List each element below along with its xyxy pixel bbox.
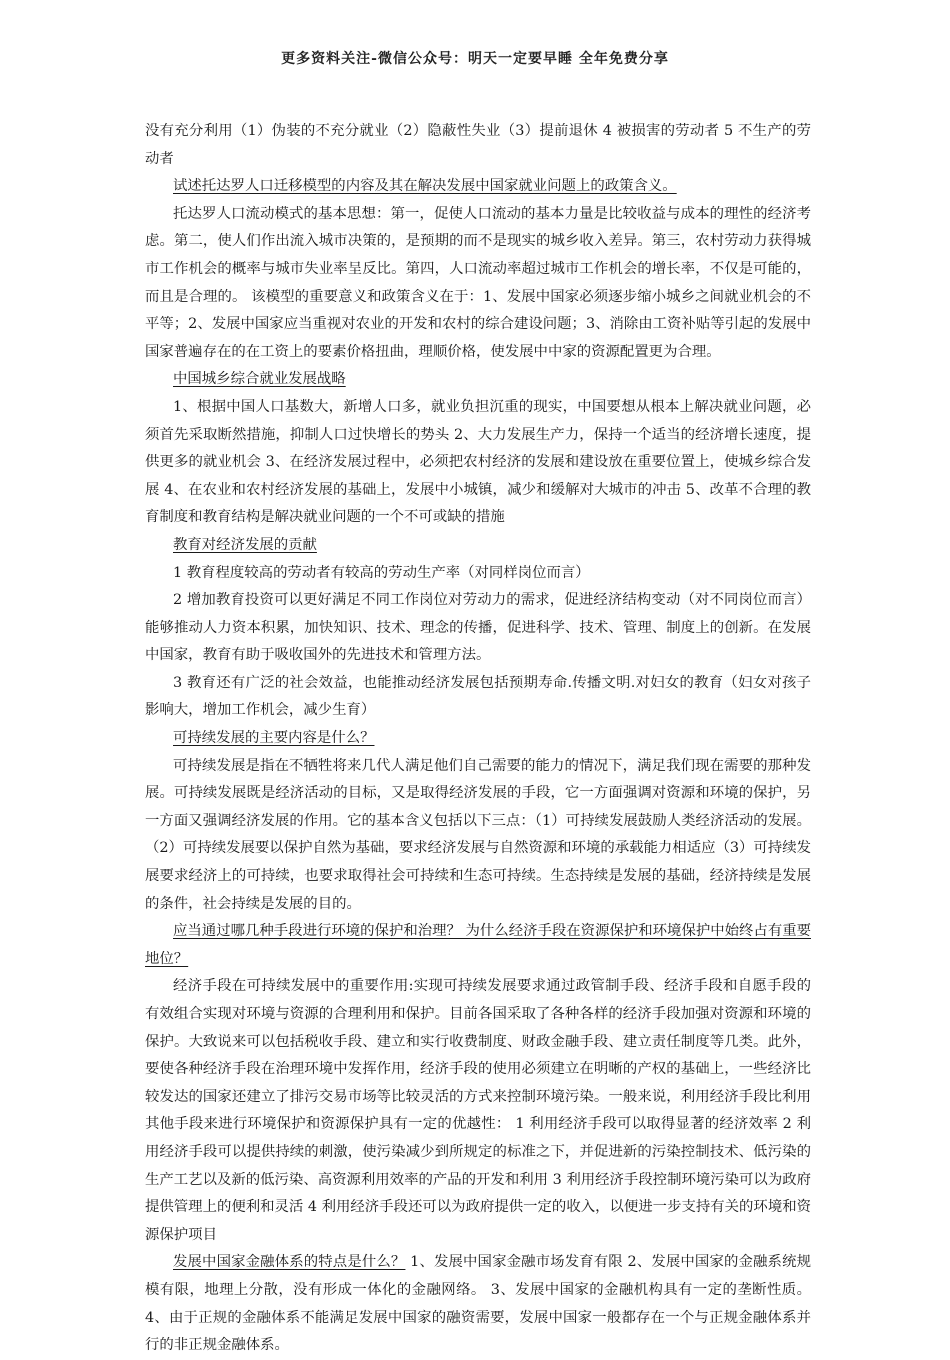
paragraph-with-question	[145, 1249, 811, 1359]
paragraph: 1、根据中国人口基数大，新增人口多，就业负担沉重的现实，中国要想从根本上解决就业问题，必须首先采取断然措施，抑制人口过快增长的势头 2、大力发展生产力，保持一个适当的经济增长速度，提供更多的就业机会 3、在经济发展过程中，必须把农村经济的发展和建设放在重要位置上，使城乡综合发展 4、在农业和农村经济发展的基础上，发展中小城镇，减少和缓解对大城市的冲击 5、改革不合理的教育制度和教育结构是解决就业问题的一个不可或缺的措施	[145, 398, 811, 526]
section-heading: 应当通过哪几种手段进行环境的保护和治理？ 为什么经济手段在资源保护和环境保护中始终占有重要地位？	[145, 923, 811, 967]
section-heading: 教育对经济发展的贡献	[173, 536, 317, 553]
inline-question-heading: 发展中国家金融体系的特点是什么？	[173, 1254, 406, 1271]
document-body	[145, 118, 811, 1360]
paragraph: 2 增加教育投资可以更好满足不同工作岗位对劳动力的需求，促进经济结构变动（对不同岗位而言）能够推动人力资本积累，加快知识、技术、理念的传播，促进科学、技术、管理、制度上的创新。在发展中国家，教育有助于吸收国外的先进技术和管理方法。	[145, 592, 811, 664]
page-header: 更多资料关注-微信公众号：明天一定要早睡 全年免费分享	[281, 51, 669, 67]
paragraph: 经济手段在可持续发展中的重要作用:实现可持续发展要求通过政管制手段、经济手段和自愿手段的有效组合实现对环境与资源的合理利用和保护。目前各国采取了各种各样的经济手段加强对资源和环境的保护。大致说来可以包括税收手段、建立和实行收费制度、财政金融手段、建立责任制度等几类。此外，要使各种经济手段在治理环境中发挥作用，经济手段的使用必须建立在明晰的产权的基础上，一些经济比较发达的国家还建立了排污交易市场等比较灵活的方式来控制环境污染。一般来说，利用经济手段比利用其他手段来进行环境保护和资源保护具有一定的优越性： 1 利用经济手段可以取得显著的经济效率 2 利用经济手段可以提供持续的刺激，使污染减少到所规定的标准之下，并促进新的污染控制技术、低污染的生产工艺以及新的低污染、高资源利用效率的产品的开发和利用 3 利用经济手段控制环境污染可以为政府提供管理上的便利和灵活 4 利用经济手段还可以为政府提供一定的收入，以便进一步支持有关的环境和资源保护项目	[145, 978, 811, 1243]
inline-answer: 1、发展中国家金融市场发育有限 2、发展中国家的金融系统规模有限，地理上分散，没有形成一体化的金融网络。 3、发展中国家的金融机构具有一定的垄断性质。4、由于正规的金融体系不能满足发展中国家的融资需要，发展中国家一般都存在一个与正规金融体系并行的非正规金融体系。	[145, 1254, 811, 1354]
paragraph: 托达罗人口流动模式的基本思想：第一，促使人口流动的基本力量是比较收益与成本的理性的经济考虑。第二，使人们作出流入城市决策的，是预期的而不是现实的城乡收入差异。第三，农村劳动力获得城市工作机会的概率与城市失业率呈反比。第四，人口流动率超过城市工作机会的增长率，不仅是可能的，而且是合理的。 该模型的重要意义和政策含义在于：1、发展中国家必须逐步缩小城乡之间就业机会的不平等；2、发展中国家应当重视对农业的开发和农村的综合建设问题；3、消除由工资补贴等引起的发展中国家普遍存在的在工资上的要素价格扭曲，理顺价格，使发展中中家的资源配置更为合理。	[145, 205, 811, 360]
section-heading: 可持续发展的主要内容是什么？	[173, 730, 375, 747]
paragraph: 可持续发展是指在不牺牲将来几代人满足他们自己需要的能力的情况下，满足我们现在需要的那种发展。可持续发展既是经济活动的目标，又是取得经济发展的手段，它一方面强调对资源和环境的保护，另一方面又强调经济发展的作用。它的基本含义包括以下三点：（1）可持续发展鼓励人类经济活动的发展。（2）可持续发展要以保护自然为基础，要求经济发展与自然资源和环境的承载能力相适应（3）可持续发展要求经济上的可持续，也要求取得社会可持续和生态可持续。生态持续是发展的基础，经济持续是发展的条件，社会持续是发展的目的。	[145, 757, 811, 912]
paragraph: 1 教育程度较高的劳动者有较高的劳动生产率（对同样岗位而言）	[173, 564, 590, 581]
section-heading: 试述托达罗人口迁移模型的内容及其在解决发展中国家就业问题上的政策含义。	[173, 178, 677, 195]
paragraph: 3 教育还有广泛的社会效益，也能推动经济发展包括预期寿命.传播文明.对妇女的教育（妇女对孩子影响大，增加工作机会，减少生育）	[145, 674, 811, 719]
paragraph: 没有充分利用（1）伪装的不充分就业（2）隐蔽性失业（3）提前退休 4 被损害的劳动者 5 不生产的劳动者	[145, 123, 811, 167]
section-heading: 中国城乡综合就业发展战略	[173, 371, 346, 388]
